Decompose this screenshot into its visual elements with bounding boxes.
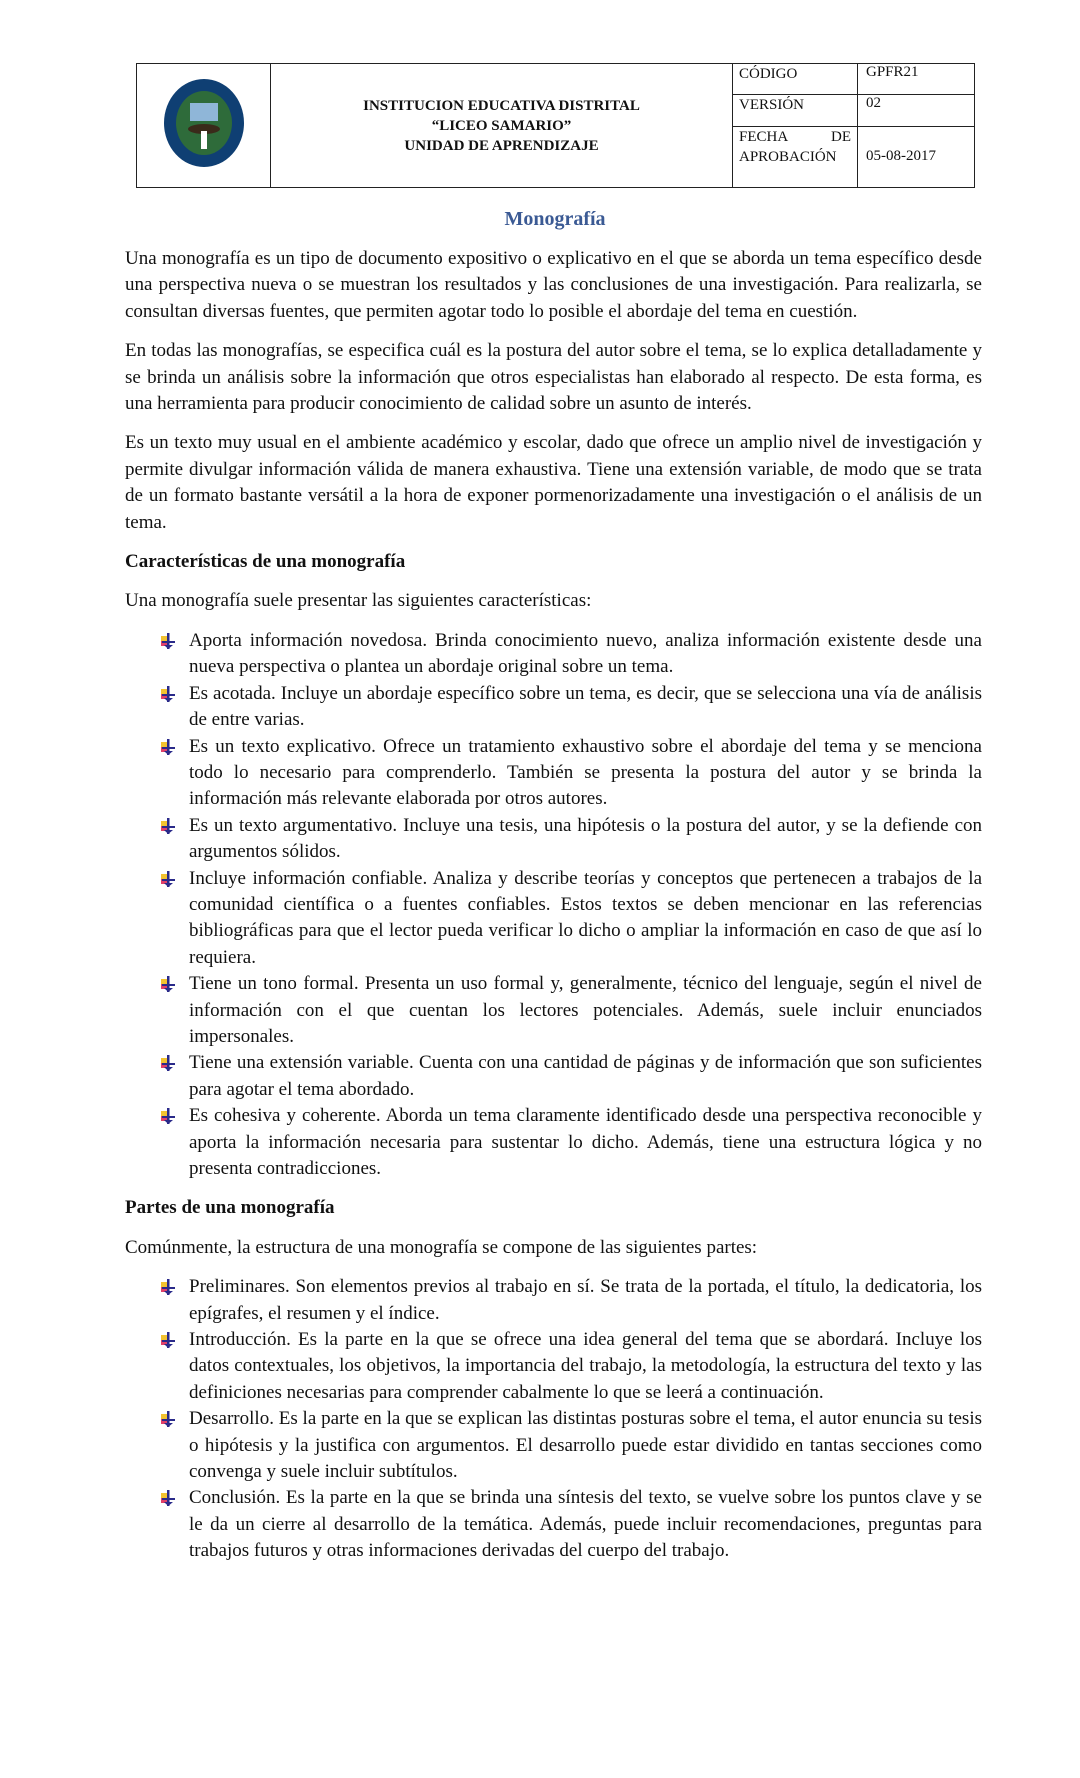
section-heading-partes: Partes de una monografía bbox=[125, 1197, 335, 1219]
fecha-word: FECHA bbox=[739, 128, 789, 145]
arrow-down-bullet-icon bbox=[159, 870, 177, 888]
list-item bbox=[189, 1050, 982, 1103]
list-item bbox=[189, 734, 982, 813]
intro-paragraph: Es un texto muy usual en el ambiente académico y escolar, dado que ofrece un amplio nivel de investigación y permite divulgar información válida de manera exhaustiva. Tiene una extensión variable, de modo que se trata de un formato bastante versátil a la hora de exponer pormenorizadamente una investigación o el análisis de un tema. bbox=[125, 432, 982, 533]
arrow-down-bullet-icon bbox=[159, 975, 177, 993]
arrow-down-bullet-icon bbox=[159, 817, 177, 835]
arrow-down-bullet-icon bbox=[159, 1107, 177, 1125]
list-item-text: Incluye información confiable. Analiza y describe teorías y conceptos que pertenecen a trabajos de la comunidad científica o a fuentes confiables. Estos textos se deben mencionar en las referencias bibliográficas para que el lector pueda verificar lo dicho o ampliar la información en caso de que así lo requiera. bbox=[189, 867, 982, 968]
document-body bbox=[125, 246, 982, 1578]
arrow-down-bullet-icon bbox=[159, 632, 177, 650]
list-item bbox=[189, 1274, 982, 1327]
intro-paragraph: Una monografía es un tipo de documento expositivo o explicativo en el que se aborda un tema específico desde una perspectiva nueva o se muestran los resultados y las conclusiones de una investigación. Para realizarla, se consultan diversas fuentes, que permiten agotar todo lo posible el abordaje del tema en cuestión. bbox=[125, 248, 982, 322]
institution-line-1: INSTITUCION EDUCATIVA DISTRITAL bbox=[363, 97, 640, 114]
de-word: DE bbox=[831, 128, 851, 145]
list-item-text: Es cohesiva y coherente. Aborda un tema claramente identificado desde una perspectiva reconocible y aporta la información necesaria para sustentar lo dicho. Además, tiene una estructura lógica y no presenta contradicciones. bbox=[189, 1105, 982, 1179]
institution-name bbox=[271, 64, 733, 188]
list-item-text: Es un texto explicativo. Ofrece un tratamiento exhaustivo sobre el abordaje del tema y se menciona todo lo necesario para comprenderlo. También se presenta la postura del autor y se brinda la información más relevante elaborada por otros autores. bbox=[189, 735, 982, 810]
list-item bbox=[189, 1485, 982, 1564]
characteristics-list bbox=[125, 628, 982, 1183]
list-item-text: Tiene una extensión variable. Cuenta con una cantidad de páginas y de información que son suficientes para agotar el tema abordado. bbox=[189, 1052, 982, 1100]
list-item-text: Preliminares. Son elementos previos al trabajo en sí. Se trata de la portada, el título, la dedicatoria, los epígrafes, el resumen y el índice. bbox=[189, 1276, 982, 1324]
arrow-down-bullet-icon bbox=[159, 1410, 177, 1428]
version-value: 02 bbox=[858, 95, 975, 126]
arrow-down-bullet-icon bbox=[159, 1489, 177, 1507]
list-item bbox=[189, 1327, 982, 1406]
fecha-label bbox=[733, 126, 858, 187]
list-item bbox=[189, 1406, 982, 1485]
list-item-text: Conclusión. Es la parte en la que se brinda una síntesis del texto, se vuelve sobre los puntos clave y se le da un cierre al desarrollo de la temática. Además, puede incluir recomendaciones, preguntas para trabajos futuros y otras informaciones derivadas del cuerpo del trabajo. bbox=[189, 1487, 982, 1562]
list-item bbox=[189, 628, 982, 681]
codigo-value: GPFR21 bbox=[858, 64, 975, 95]
aprobacion-word: APROBACIÓN bbox=[739, 148, 837, 165]
institution-line-3: UNIDAD DE APRENDIZAJE bbox=[404, 137, 599, 154]
arrow-down-bullet-icon bbox=[159, 1331, 177, 1349]
list-item-text: Aporta información novedosa. Brinda conocimiento nuevo, analiza información existente desde una nueva perspectiva o plantea un abordaje original sobre un tema. bbox=[189, 629, 982, 678]
parts-list bbox=[125, 1274, 982, 1564]
fecha-value: 05-08-2017 bbox=[858, 126, 975, 187]
list-item-text: Desarrollo. Es la parte en la que se explican las distintas posturas sobre el tema, el autor enuncia su tesis o hipótesis y la justifica con argumentos. El desarrollo puede estar dividido en tantas secciones como convenga y suele incluir subtítulos. bbox=[189, 1408, 982, 1483]
section-lead: Una monografía suele presentar las siguientes características: bbox=[125, 590, 592, 612]
school-logo-cell bbox=[137, 64, 271, 188]
list-item-text: Tiene un tono formal. Presenta un uso formal y, generalmente, técnico del lenguaje, según el nivel de información con el que cuentan los lectores potenciales. Además, suele incluir enunciados impersonales. bbox=[189, 973, 982, 1047]
institution-line-2: “LICEO SAMARIO” bbox=[431, 117, 572, 134]
section-lead: Comúnmente, la estructura de una monografía se compone de las siguientes partes: bbox=[125, 1236, 758, 1258]
list-item-text: Es un texto argumentativo. Incluye una tesis, una hipótesis o la postura del autor, y se la defiende con argumentos sólidos. bbox=[189, 814, 982, 863]
codigo-label: CÓDIGO bbox=[733, 64, 858, 95]
document-header-table bbox=[136, 63, 975, 188]
version-label: VERSIÓN bbox=[733, 95, 858, 126]
intro-paragraph: En todas las monografías, se especifica cuál es la postura del autor sobre el tema, se lo explica detalladamente y se brinda un análisis sobre la información que otros especialistas han elaborado al respecto. De esta forma, es una herramienta para producir conocimiento de calidad sobre un asunto de interés. bbox=[125, 340, 982, 415]
list-item bbox=[189, 866, 982, 972]
list-item bbox=[189, 971, 982, 1050]
list-item bbox=[189, 1103, 982, 1182]
arrow-down-bullet-icon bbox=[159, 738, 177, 756]
document-title: Monografía bbox=[504, 208, 606, 230]
list-item-text: Es acotada. Incluye un abordaje específico sobre un tema, es decir, que se selecciona una vía de análisis de entre varias. bbox=[189, 682, 982, 731]
arrow-down-bullet-icon bbox=[159, 1054, 177, 1072]
section-heading-caracteristicas: Características de una monografía bbox=[125, 551, 406, 573]
list-item bbox=[189, 813, 982, 866]
arrow-down-bullet-icon bbox=[159, 685, 177, 703]
list-item-text: Introducción. Es la parte en la que se ofrece una idea general del tema que se abordará. Incluye los datos contextuales, los objetivos, la importancia del trabajo, la metodología, la estructura del texto y las definiciones necesarias para comprender cabalmente lo que se leerá a continuación. bbox=[189, 1329, 982, 1403]
arrow-down-bullet-icon bbox=[159, 1278, 177, 1296]
list-item bbox=[189, 681, 982, 734]
school-logo bbox=[162, 77, 246, 169]
